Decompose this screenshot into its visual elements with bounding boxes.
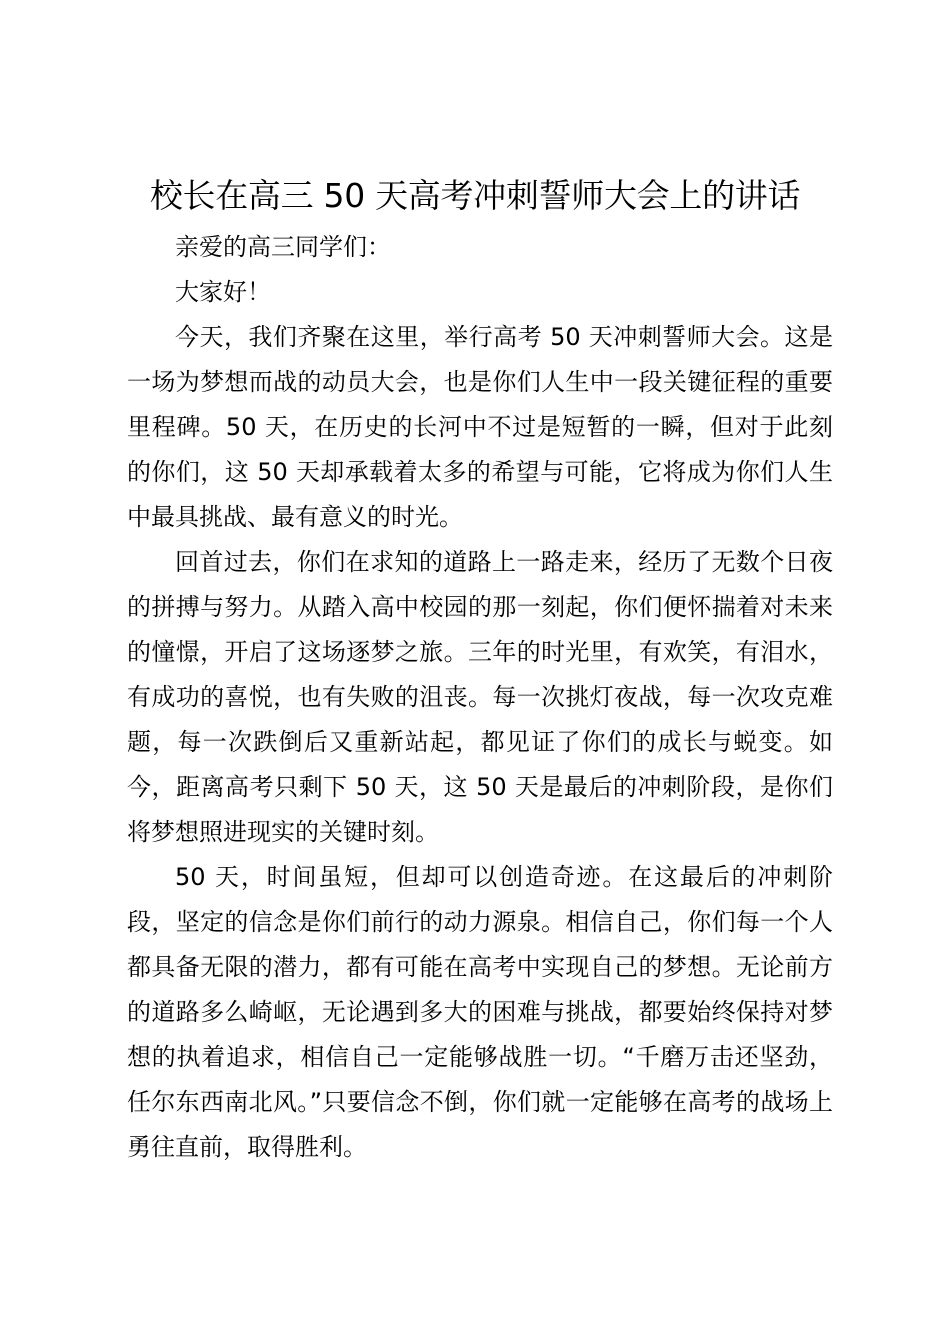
paragraph-belief: 50 天，时间虽短，但却可以创造奇迹。在这最后的冲刺阶段，坚定的信念是你们前行的动力源泉。相信自己，你们每一个人都具备无限的潜力，都有可能在高考中实现自己的梦想。无论前方的道路多么崎岖，无论遇到多大的困难与挑战，都要始终保持对梦想的执着追求，相信自己一定能够战胜一切。“千磨万击还坚劲，任尔东西南北风。”只要信念不倒，你们就一定能够在高考的战场上勇往直前，取得胜利。	[127, 863, 833, 1161]
document-title: 校长在高三 50 天高考冲刺誓师大会上的讲话	[149, 176, 801, 215]
greeting: 大家好！	[175, 278, 271, 306]
salutation: 亲爱的高三同学们：	[175, 233, 391, 261]
paragraph-review: 回首过去，你们在求知的道路上一路走来，经历了无数个日夜的拼搏与努力。从踏入高中校园的那一刻起，你们便怀揣着对未来的憧憬，开启了这场逐梦之旅。三年的时光里，有欢笑，有泪水，有成功的喜悦，也有失败的沮丧。每一次挑灯夜战，每一次攻克难题，每一次跌倒后又重新站起，都见证了你们的成长与蜕变。如今，距离高考只剩下 50 天，这 50 天是最后的冲刺阶段，是你们将梦想照进现实的关键时刻。	[127, 548, 833, 846]
paragraph-intro: 今天，我们齐聚在这里，举行高考 50 天冲刺誓师大会。这是一场为梦想而战的动员大会，也是你们人生中一段关键征程的重要里程碑。50 天，在历史的长河中不过是短暂的一瞬，但对于此刻的你们，这 50 天却承载着太多的希望与可能，它将成为你们人生中最具挑战、最有意义的时光。	[127, 323, 833, 531]
document-body	[127, 225, 833, 1170]
